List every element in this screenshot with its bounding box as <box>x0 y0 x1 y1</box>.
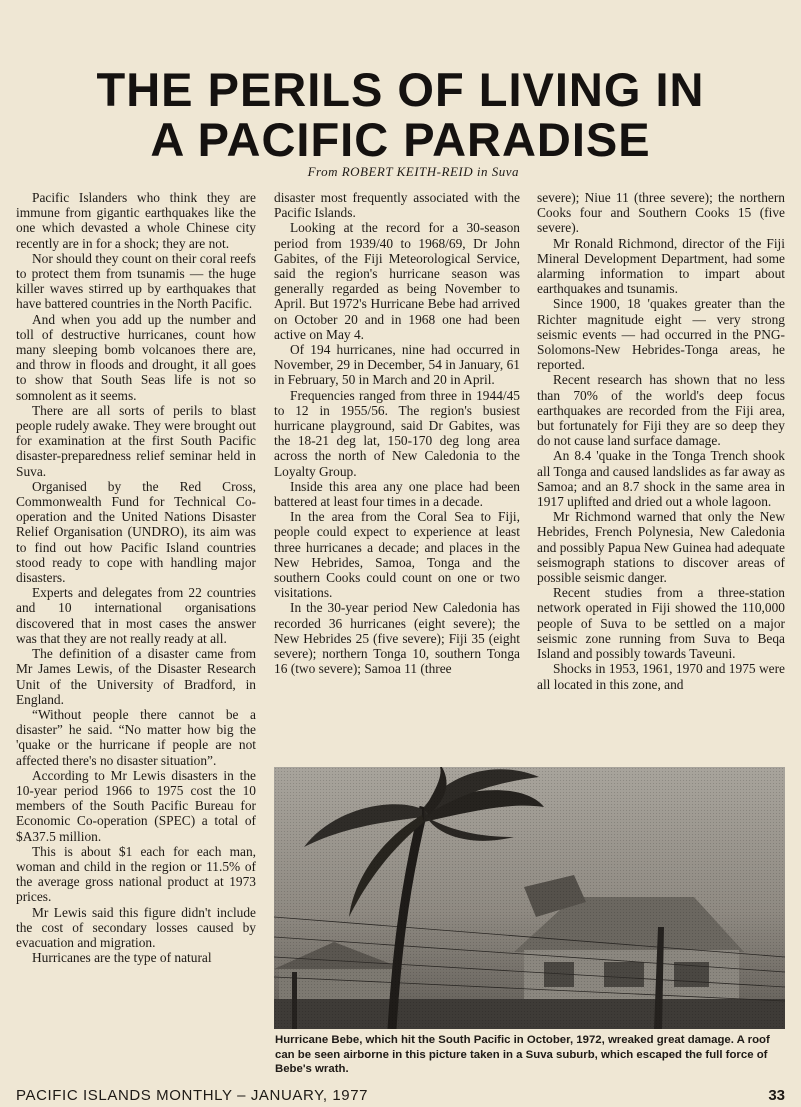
hurricane-photo <box>274 767 785 1029</box>
paragraph: Hurricanes are the type of natural <box>32 950 212 966</box>
paragraph: Frequencies ranged from three in 1944/45 to 12 in 1955/56. The region's busiest hurricane playground, said Dr Gabites, was the 18-21 deg lat, 150-170 deg long area across the north of New Caledonia to the Loyalty Group. <box>274 387 520 479</box>
paragraph: Experts and delegates from 22 countries and 10 international organisations discovered that in most cases the answer was that they are not really ready at all. <box>16 585 256 646</box>
paragraph: Looking at the record for a 30-season period from 1939/40 to 1968/69, Dr John Gabites, of the Fiji Meteorological Service, said the region's hurricane season was generally regarded as being November to April. But 1972's Hurricane Bebe had arrived on October 20 and in 1968 one had been active on May 4. <box>274 220 520 342</box>
headline-line-1: THE PERILS OF LIVING IN <box>96 63 705 116</box>
article-column-3 <box>537 190 785 692</box>
paragraph: Organised by the Red Cross, Commonwealth Fund for Technical Co-operation and the United Nations Disaster Relief Organisation (UNDRO), its aim was to find out how Pacific Island countries stood ready to cope with handling major disasters. <box>16 478 256 586</box>
paragraph: According to Mr Lewis disasters in the 10-year period 1966 to 1975 cost the 10 members of the South Pacific Bureau for Economic Co-operation (SPEC) a total of $A37.5 million. <box>16 767 256 844</box>
paragraph: And when you add up the number and toll of destructive hurricanes, count how many sleeping bomb volcanoes there are, and throw in floods and drought, it all goes to show that South Seas life is not so somnolent as it seems. <box>16 311 256 403</box>
paragraph: Since 1900, 18 'quakes greater than the Richter magnitude eight — very strong seismic events — had occurred in the PNG-Solomons-New Hebrides-Tonga areas, he reported. <box>537 296 785 373</box>
paragraph: “Without people there cannot be a disaster” he said. “No matter how big the 'quake or the hurricane if people are not affected there's no disaster situation”. <box>16 706 256 768</box>
photo-caption: Hurricane Bebe, which hit the South Pacific in October, 1972, wreaked great damage. A roof can be seen airborne in this picture taken in a Suva suburb, which escaped the full force of Bebe's wrath. <box>275 1034 770 1075</box>
paragraph: Of 194 hurricanes, nine had occurred in November, 29 in December, 54 in January, 61 in February, 50 in March and 20 in April. <box>274 342 520 388</box>
paragraph: Mr Richmond warned that only the New Hebrides, French Polynesia, New Caledonia and possibly Papua New Guinea had adequate seismograph stations to discover areas of possible seismic danger. <box>537 509 785 586</box>
paragraph: Recent research has shown that no less than 70% of the world's deep focus earthquakes are recorded from the Fiji area, but fortunately for Fiji they are so deep they do not cause land surface damage. <box>537 372 785 449</box>
paragraph: Mr Ronald Richmond, director of the Fiji Mineral Development Department, had some alarming information to impart about earthquakes and tsunamis. <box>537 235 785 297</box>
paragraph: The definition of a disaster came from Mr James Lewis, of the Disaster Research Unit of the University of Bradford, in England. <box>16 646 256 707</box>
byline <box>308 164 519 180</box>
paragraph: disaster most frequently associated with the Pacific Islands. <box>274 190 520 221</box>
paragraph: Nor should they count on their coral reefs to protect them from tsunamis — the huge killer waves stirred up by earthquakes that have battered countries in the North Pacific. <box>16 250 256 312</box>
paragraph: severe); Niue 11 (three severe); the northern Cooks four and Southern Cooks 15 (five severe). <box>537 190 785 236</box>
paragraph: Mr Lewis said this figure didn't include the cost of secondary losses caused by evacuation and migration. <box>16 904 256 950</box>
paragraph: Pacific Islanders who think they are immune from gigantic earthquakes like the one which devasted a whole Chinese city recently are in for a shock; they are not. <box>16 190 256 251</box>
byline-prefix: From <box>307 164 342 179</box>
paragraph: There are all sorts of perils to blast people rudely awake. They were brought out for examination at the first South Pacific disaster-preparedness relief seminar held in Suva. <box>16 402 256 479</box>
paragraph: Recent studies from a three-station network operated in Fiji showed the 110,000 people of Suva to be settled on a major seismic zone running from Suva to Beqa Island and possibly towards Taveuni. <box>537 585 785 662</box>
page-number: 33 <box>768 1087 785 1104</box>
paragraph: An 8.4 'quake in the Tonga Trench shook all Tonga and caused landslides as far away as Samoa; and an 8.7 shock in the same area in 1917 uplifted and dried out a whole lagoon. <box>537 448 785 510</box>
paragraph: In the 30-year period New Caledonia has recorded 36 hurricanes (eight severe); the New Hebrides 25 (five severe); Fiji 35 (eight severe); northern Tonga 10, southern Tonga 16 (two severe); Samoa 11 (three <box>274 600 520 677</box>
paragraph: This is about $1 each for each man, woman and child in the region or 11.5% of the average gross national product at 1973 prices. <box>16 843 256 905</box>
headline-line-2: A PACIFIC PARADISE <box>150 113 651 166</box>
paragraph: In the area from the Coral Sea to Fiji, people could expect to experience at least three hurricanes a decade; and places in the New Hebrides, Samoa, Tonga and the southern Cooks could count on one or two visitations. <box>274 509 520 601</box>
byline-suffix: in Suva <box>473 164 519 179</box>
paragraph: Shocks in 1953, 1961, 1970 and 1975 were all located in this zone, and <box>537 661 785 692</box>
byline-author: ROBERT KEITH-REID <box>341 164 474 179</box>
article-column-2 <box>274 190 520 677</box>
publication-footer: PACIFIC ISLANDS MONTHLY – JANUARY, 1977 <box>16 1087 369 1104</box>
paragraph: Inside this area any one place had been battered at least four times in a decade. <box>274 478 520 510</box>
article-column-1 <box>16 190 256 965</box>
